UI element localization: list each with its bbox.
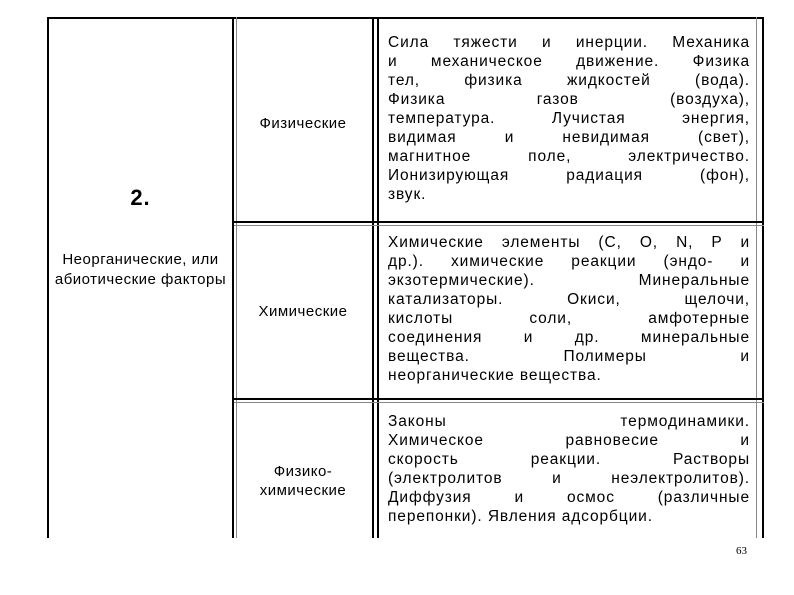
- desc-line: Диффузия и осмос (различные: [388, 489, 750, 506]
- desc-line: неорганические вещества.: [388, 367, 602, 384]
- row-divider-1b: [234, 225, 764, 226]
- desc-line: скорость реакции. Растворы: [388, 451, 750, 468]
- desc-line: вещества. Полимеры и: [388, 348, 750, 365]
- desc-line: видимая и невидимая (свет),: [388, 129, 750, 146]
- desc-line: соединения и др. минеральные: [388, 329, 750, 346]
- desc-line: звук.: [388, 186, 427, 203]
- desc-line: Химическое равновесие и: [388, 432, 750, 449]
- desc-line: др.). химические реакции (эндо- и: [388, 253, 750, 270]
- desc-line: экзотермические). Минеральные: [388, 272, 750, 289]
- desc-line: Физика газов (воздуха),: [388, 91, 750, 108]
- row-description-physicochemical: [388, 412, 750, 526]
- category-number: 2.: [130, 185, 151, 210]
- divider-col-2b: [377, 17, 379, 538]
- desc-line: и механическое движение. Физика: [388, 53, 750, 70]
- row-divider-2b: [234, 402, 764, 403]
- divider-col-2a: [372, 17, 374, 538]
- row-label-chemical: Химические: [258, 303, 348, 320]
- desc-line: катализаторы. Окиси, щелочи,: [388, 291, 750, 308]
- desc-line: тел, физика жидкостей (вода).: [388, 72, 750, 89]
- desc-line: Сила тяжести и инерции. Механика: [388, 34, 750, 51]
- row-label-physical: Физические: [259, 115, 347, 132]
- row-label-physicochemical: Физико-химические: [259, 463, 347, 499]
- desc-line: Ионизирующая радиация (фон),: [388, 167, 750, 184]
- desc-line: кислоты соли, амфотерные: [388, 310, 750, 327]
- divider-col-1a: [232, 17, 234, 538]
- divider-inner-right: [756, 17, 757, 538]
- row-description-chemical: [388, 233, 750, 385]
- row-divider-2: [234, 398, 764, 400]
- desc-line: перепонки). Явления адсорбции.: [388, 508, 653, 525]
- desc-line: температура. Лучистая энергия,: [388, 110, 750, 127]
- row-divider-1: [234, 221, 764, 223]
- desc-line: Законы термодинамики.: [388, 413, 750, 430]
- category-name: Неорганические, или абиотические факторы: [54, 251, 227, 288]
- desc-line: магнитное поле, электричество.: [388, 148, 750, 165]
- desc-line: Химические элементы (C, O, N, P и: [388, 234, 750, 251]
- desc-line: (электролитов и неэлектролитов).: [388, 470, 750, 487]
- divider-col-1b: [236, 17, 237, 538]
- row-description-physical: [388, 33, 750, 204]
- page-number: 63: [736, 545, 747, 557]
